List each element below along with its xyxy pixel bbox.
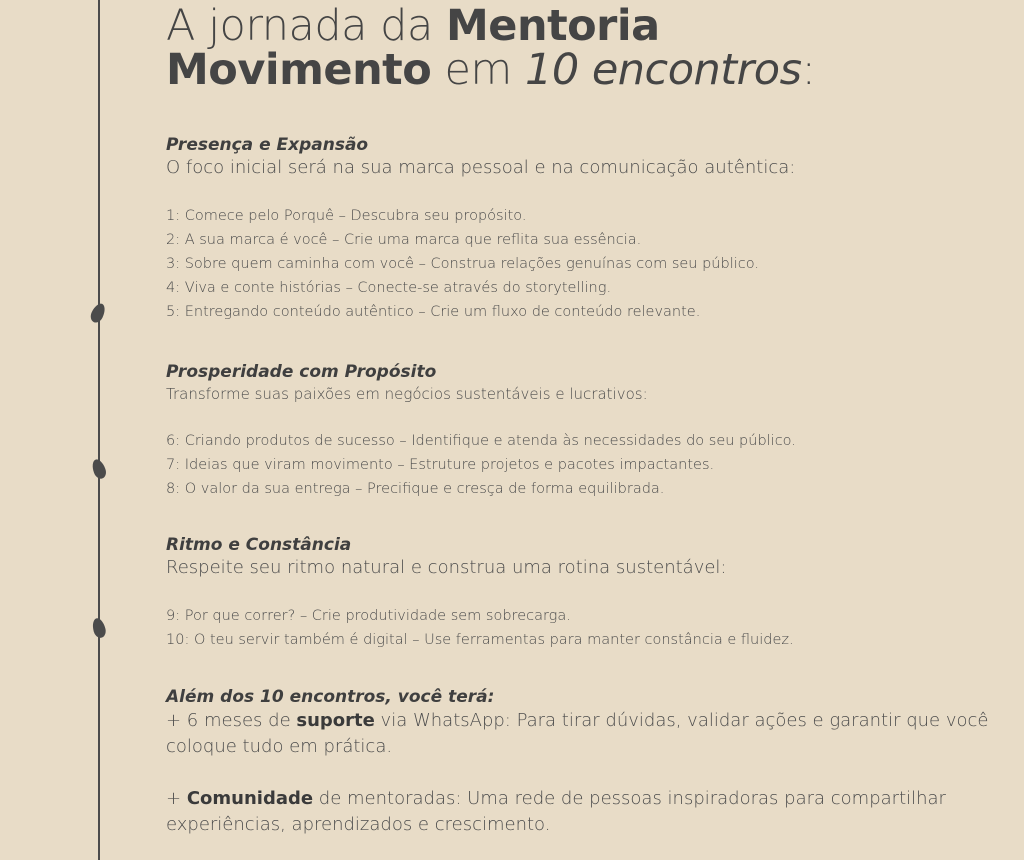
leaf-icon: [90, 458, 108, 481]
list-item: 2: A sua marca é você – Crie uma marca que reflita sua essência.: [166, 232, 642, 248]
list-item: 3: Sobre quem caminha com você – Construa relações genuínas com seu público.: [166, 256, 759, 272]
section-presenca: [166, 134, 1006, 324]
title-text: em: [431, 45, 525, 95]
title-text: A jornada da: [166, 1, 446, 51]
list-item: 1: Comece pelo Porquê – Descubra seu propósito.: [166, 208, 527, 224]
paragraph-bold: Comunidade: [186, 788, 314, 809]
paragraph-bold: suporte: [296, 710, 375, 731]
section-ritmo: [166, 534, 1006, 652]
list-item: 8: O valor da sua entrega – Precifique e cresça de forma equilibrada.: [166, 481, 665, 497]
section-list: [166, 429, 1006, 501]
section-prosperidade: [166, 361, 1006, 501]
decorative-vine-line: [98, 0, 100, 860]
title-bold: Movimento: [166, 45, 432, 95]
title-text: :: [801, 45, 816, 95]
list-item: 9: Por que correr? – Crie produtividade sem sobrecarga.: [166, 608, 571, 624]
section-heading: Além dos 10 encontros, você terá:: [166, 687, 495, 707]
section-intro: Respeite seu ritmo natural e construa uma rotina sustentável:: [166, 557, 727, 578]
section-extras: [166, 686, 1006, 838]
page-title: [166, 1, 816, 95]
leaf-icon: [91, 617, 108, 639]
title-bold: Mentoria: [446, 1, 660, 51]
title-italic: 10 encontros: [524, 45, 802, 95]
section-heading: Ritmo e Constância: [166, 535, 352, 555]
section-intro: O foco inicial será na sua marca pessoal e na comunicação autêntica:: [166, 157, 796, 178]
extra-community-paragraph: [166, 786, 1006, 838]
paragraph-text: + 6 meses de: [166, 710, 297, 731]
list-item: 5: Entregando conteúdo autêntico – Crie um fluxo de conteúdo relevante.: [166, 304, 701, 320]
list-item: 4: Viva e conte histórias – Conecte-se através do storytelling.: [166, 280, 612, 296]
list-item: 7: Ideias que viram movimento – Estruture projetos e pacotes impactantes.: [166, 457, 715, 473]
list-item: 6: Criando produtos de sucesso – Identifique e atenda às necessidades do seu público.: [166, 433, 796, 449]
paragraph-text: via WhatsApp: Para tirar dúvidas, validar ações e garantir que você coloque tudo em prática.: [166, 710, 989, 757]
list-item: 10: O teu servir também é digital – Use ferramentas para manter constância e fluidez.: [166, 632, 794, 648]
paragraph-text: +: [166, 788, 187, 809]
section-heading: Presença e Expansão: [166, 135, 369, 155]
paragraph-text: de mentoradas: Uma rede de pessoas inspiradoras para compartilhar experiências, aprendizados e crescimento.: [166, 788, 946, 835]
section-intro: Transforme suas paixões em negócios sustentáveis e lucrativos:: [166, 385, 648, 403]
section-heading: Prosperidade com Propósito: [166, 362, 437, 382]
section-list: [166, 204, 1006, 324]
section-list: [166, 604, 1006, 652]
leaf-icon: [88, 301, 107, 324]
extra-support-paragraph: [166, 708, 1006, 760]
